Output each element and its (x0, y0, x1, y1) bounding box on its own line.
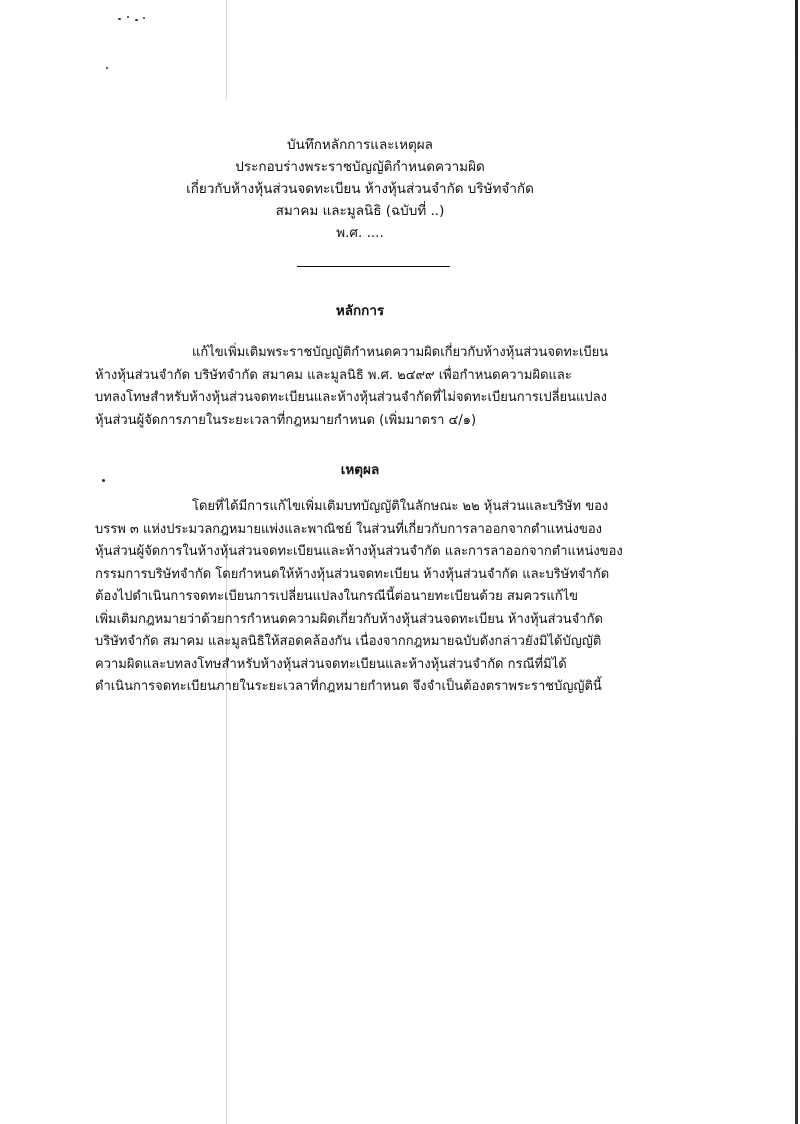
reason-heading: เหตุผล (340, 462, 380, 478)
principle-line: หุ้นส่วนผู้จัดการภายในระยะเวลาที่กฎหมายกำหนด (เพิ่มมาตรา ๔/๑) (95, 412, 477, 428)
scan-speck (143, 17, 145, 19)
principle-line: ห้างหุ้นส่วนจำกัด บริษัทจำกัด สมาคม และมูลนิธิ พ.ศ. ๒๔๙๙ เพื่อกำหนดความผิดและ (95, 367, 572, 383)
scan-edge-shadow (795, 0, 798, 1124)
title-line-5: พ.ศ. .... (336, 225, 384, 241)
title-line-2: ประกอบร่างพระราชบัญญัติกำหนดความผิด (235, 159, 485, 175)
reason-line: ความผิดและบทลงโทษสำหรับห้างหุ้นส่วนจดทะเบียนและห้างหุ้นส่วนจำกัด กรณีที่มิได้ (95, 656, 567, 672)
title-line-4: สมาคม และมูลนิธิ (ฉบับที่ ..) (275, 203, 445, 219)
scan-speck (127, 16, 129, 18)
scan-speck (106, 67, 108, 69)
reason-line: หุ้นส่วนผู้จัดการในห้างหุ้นส่วนจดทะเบียนและห้างหุ้นส่วนจำกัด และการลาออกจากตำแหน่งของ (95, 544, 623, 559)
principle-line: แก้ไขเพิ่มเติมพระราชบัญญัติกำหนดความผิดเกี่ยวกับห้างหุ้นส่วนจดทะเบียน (192, 345, 609, 360)
title-divider (297, 266, 450, 267)
reason-line: ต้องไปดำเนินการจดทะเบียนการเปลี่ยนแปลงในกรณีนี้ต่อนายทะเบียนด้วย สมควรแก้ไข (95, 589, 579, 604)
reason-line: บรรพ ๓ แห่งประมวลกฎหมายแพ่งและพาณิชย์ ในส่วนที่เกี่ยวกับการลาออกจากตำแหน่งของ (95, 521, 603, 537)
title-line-1: บันทึกหลักการและเหตุผล (287, 137, 433, 153)
reason-line: ดำเนินการจดทะเบียนภายในระยะเวลาที่กฎหมายกำหนด จึงจำเป็นต้องตราพระราชบัญญัตินี้ (95, 679, 602, 694)
principle-heading: หลักการ (335, 303, 385, 319)
scan-speck (135, 19, 138, 21)
scan-crease (226, 0, 227, 100)
document-title (0, 134, 720, 244)
reason-line: บริษัทจำกัด สมาคม และมูลนิธิให้สอดคล้องกัน เนื่องจากกฎหมายฉบับดังกล่าวยังมิได้บัญญัติ (95, 634, 602, 649)
scan-speck (118, 18, 121, 20)
principle-line: บทลงโทษสำหรับห้างหุ้นส่วนจดทะเบียนและห้างหุ้นส่วนจำกัดที่ไม่จดทะเบียนการเปลี่ยนแปลง (95, 390, 608, 405)
reason-line: กรรมการบริษัทจำกัด โดยกำหนดให้ห้างหุ้นส่วนจดทะเบียน ห้างหุ้นส่วนจำกัด และบริษัทจำกัด (95, 566, 610, 582)
principle-paragraph (95, 342, 665, 432)
reason-line: เพิ่มเติมกฎหมายว่าด้วยการกำหนดความผิดเกี่ยวกับห้างหุ้นส่วนจดทะเบียน ห้างหุ้นส่วนจำกัด (95, 611, 603, 627)
title-line-3: เกี่ยวกับห้างหุ้นส่วนจดทะเบียน ห้างหุ้นส่วนจำกัด บริษัทจำกัด (186, 181, 534, 197)
reason-paragraph (95, 496, 665, 699)
reason-line: โดยที่ได้มีการแก้ไขเพิ่มเติมบทบัญญัติในลักษณะ ๒๒ หุ้นส่วนและบริษัท ของ (192, 499, 609, 514)
